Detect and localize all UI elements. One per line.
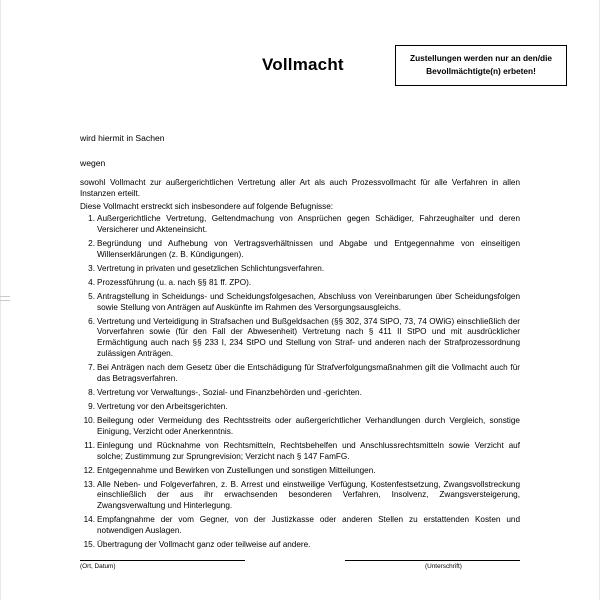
- list-item-text: Vertretung vor den Arbeitsgerichten.: [97, 401, 228, 411]
- list-item-number: 13.: [83, 479, 95, 489]
- delivery-notice-box: Zustellungen werden nur an den/die Bevollmächtigte(n) erbeten!: [395, 45, 567, 86]
- intro-paragraph-1: sowohl Vollmacht zur außergerichtlichen Vertretung aller Art als auch Prozessvollmacht für alle Verfahren in allen Instanzen erteilt.: [80, 178, 520, 198]
- list-item-text: Empfangnahme der vom Gegner, von der Justizkasse oder anderen Stellen zu erstattenden Kosten und notwendigen Auslagen.: [97, 515, 520, 536]
- list-item-text: Entgegennahme und Bewirken von Zustellungen und sonstigen Mitteilungen.: [97, 465, 376, 475]
- list-item: [80, 540, 520, 551]
- list-item-text: Vertretung und Verteidigung in Strafsachen und Bußgeldsachen (§§ 302, 374 StPO, 73, 74 OWiG) einschließlich der Vorverfahren sowie (für den Fall der Abwesenheit) Vertretung nach § 411 II StPO und mit ausdrücklicher Ermächtigung auch nach §§ 233 I, 234 StPO und Stellung von Straf- und anderen nach der Strafprozessordnung zulässigen Anträgen.: [97, 316, 520, 359]
- list-item-number: 11.: [84, 440, 95, 450]
- list-item: [80, 388, 520, 399]
- list-item-number: 10.: [83, 415, 95, 425]
- list-item-number: 3.: [88, 263, 95, 273]
- list-item-text: Übertragung der Vollmacht ganz oder teilweise auf andere.: [97, 540, 311, 550]
- list-item: [80, 317, 520, 360]
- fold-mark: [0, 296, 10, 297]
- list-item-number: 2.: [88, 238, 95, 248]
- list-item-number: 4.: [88, 277, 95, 287]
- list-item-text: Einlegung und Rücknahme von Rechtsmitteln, Rechtsbehelfen und Anschlussrechtsmitteln sowie Verzicht auf solche; Zustimmung zur Sprungrevision; Verzicht nach § 147 FamFG.: [97, 440, 520, 461]
- list-item-text: Beilegung oder Vermeidung des Rechtsstreits oder außergerichtlicher Verhandlungen durch Vergleich, sonstige Einigung, Verzicht oder Anerkenntnis.: [97, 415, 520, 436]
- list-item-number: 9.: [88, 401, 95, 411]
- list-item-number: 8.: [88, 387, 95, 397]
- list-item: [80, 466, 520, 477]
- list-item-text: Vertretung in privaten und gesetzlichen Schlichtungsverfahren.: [97, 263, 325, 273]
- list-item-text: Bei Anträgen nach dem Gesetz über die Entschädigung für Strafverfolgungsmaßnahmen gilt die Vollmacht auch für das Betragsverfahren.: [97, 363, 520, 383]
- list-item: [80, 402, 520, 413]
- list-item-number: 12.: [83, 465, 95, 475]
- powers-list: [80, 214, 520, 554]
- list-item-number: 5.: [88, 291, 95, 301]
- list-item: [80, 292, 520, 314]
- list-item: [80, 214, 520, 236]
- list-item-text: Antragstellung in Scheidungs- und Scheidungsfolgesachen, Abschluss von Vereinbarungen über Scheidungsfolgen sowie Stellung von Anträgen auf Auskünfte im Rahmen des Versorgungsausgleichs.: [97, 291, 520, 312]
- list-item-number: 15.: [83, 540, 95, 550]
- list-item: [80, 441, 520, 463]
- list-item-text: Alle Neben- und Folgeverfahren, z. B. Arrest und einstweilige Verfügung, Kostenfestsetzung, Zwangsvollstreckung einschließlich der aus ihr erwachsenden besonderen Verfahren, Insolvenz, Zwangsversteigerung, Zwangsverwaltung und Hinterlegung.: [97, 479, 520, 511]
- list-item-text: Begründung und Aufhebung von Vertragsverhältnissen und Abgabe und Entgegennahme von einseitigen Willenserklärungen (z. B. Kündigungen).: [97, 238, 520, 259]
- list-item-number: 1.: [88, 214, 95, 223]
- list-item-number: 14.: [83, 515, 95, 525]
- signature-line[interactable]: [345, 560, 520, 561]
- field-label-reason: wegen: [80, 158, 106, 168]
- field-label-matter: wird hiermit in Sachen: [80, 133, 165, 143]
- list-item-text: Vertretung vor Verwaltungs-, Sozial- und Finanzbehörden und -gerichten.: [97, 387, 362, 397]
- list-item-text: Außergerichtliche Vertretung, Geltendmachung von Ansprüchen gegen Schädiger, Fahrzeughalter und deren Versicherer und Akteneinsicht.: [97, 214, 520, 234]
- list-item: [80, 515, 520, 537]
- list-item-number: 6.: [88, 316, 95, 326]
- place-date-caption: (Ort, Datum): [80, 563, 116, 570]
- place-date-line[interactable]: [80, 560, 245, 561]
- list-item: [80, 363, 520, 385]
- list-item: [80, 278, 520, 289]
- list-item: [80, 480, 520, 512]
- page-title: Vollmacht: [262, 55, 344, 74]
- list-item: [80, 264, 520, 275]
- fold-mark: [0, 300, 10, 301]
- signature-caption: (Unterschrift): [425, 563, 462, 570]
- list-item-text: Prozessführung (u. a. nach §§ 81 ff. ZPO).: [97, 277, 252, 287]
- list-item: [80, 416, 520, 438]
- list-item: [80, 239, 520, 261]
- list-item-number: 7.: [88, 363, 95, 373]
- intro-paragraph-2: Diese Vollmacht erstreckt sich insbesondere auf folgende Befugnisse:: [80, 202, 334, 211]
